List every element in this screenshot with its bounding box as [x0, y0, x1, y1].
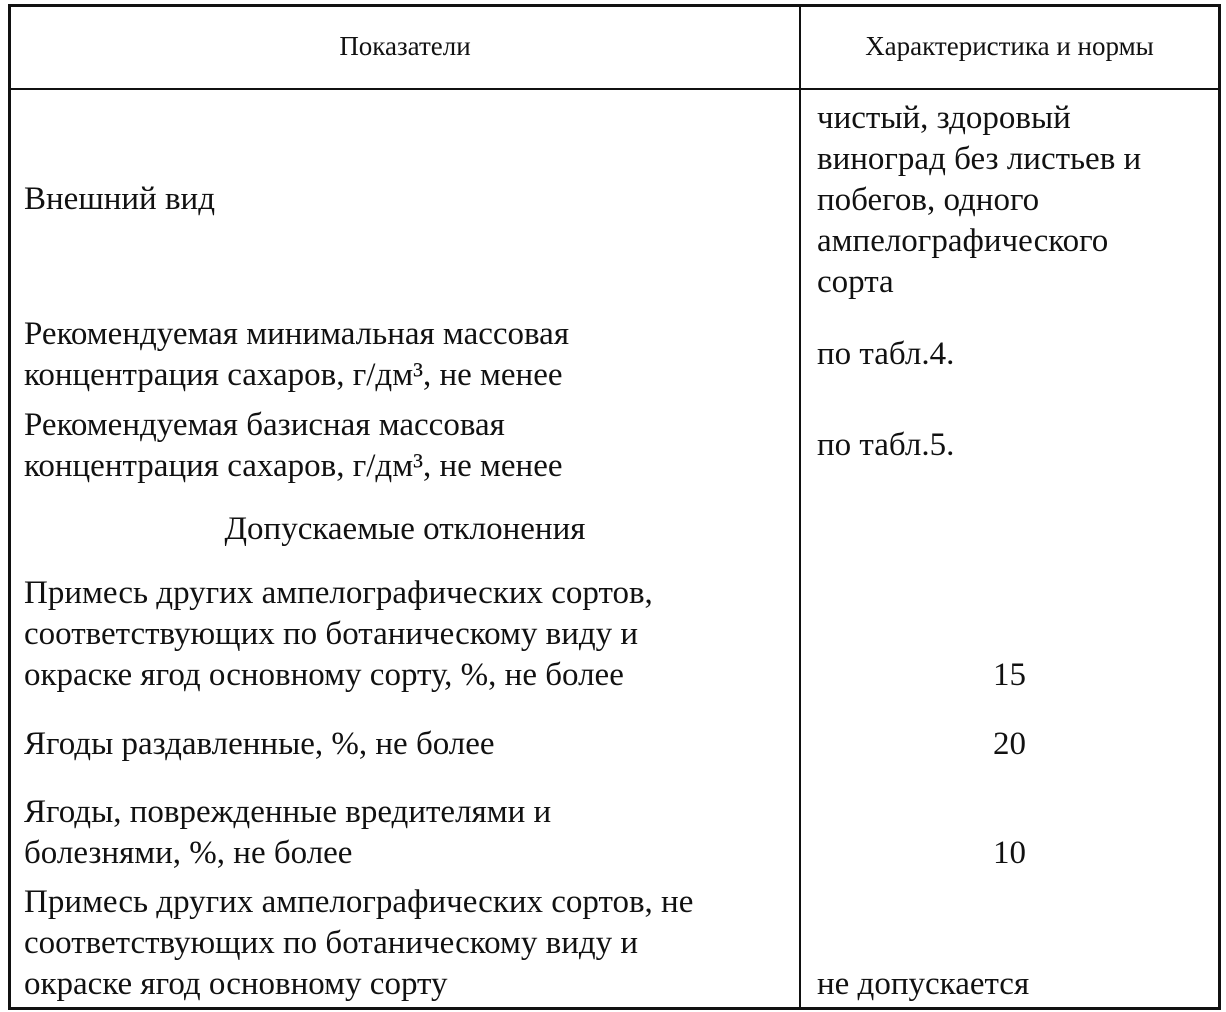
param-admixture-nonmatching-line3: окраске ягод основному сорту — [24, 966, 448, 1002]
header-parameters: Показатели — [339, 31, 471, 61]
value-damaged-berries: 10 — [993, 835, 1026, 871]
param-damaged-berries-line2: болезнями, %, не более — [24, 835, 353, 871]
header-norms: Характеристика и нормы — [865, 31, 1154, 61]
value-appearance-line2: виноград без листьев и — [817, 141, 1142, 177]
value-min-sugar: по табл.4. — [817, 336, 955, 372]
value-appearance-line1: чистый, здоровый — [817, 100, 1071, 136]
value-appearance-line5: сорта — [817, 264, 894, 300]
value-base-sugar: по табл.5. — [817, 427, 955, 463]
param-admixture-matching-line2: соответствующих по ботаническому виду и — [24, 616, 639, 652]
value-admixture-matching: 15 — [993, 657, 1026, 693]
value-appearance-line3: побегов, одного — [817, 182, 1040, 218]
param-damaged-berries-line1: Ягоды, поврежденные вредителями и — [24, 794, 552, 830]
section-allowed-deviations: Допускаемые отклонения — [224, 511, 586, 547]
param-crushed-berries: Ягоды раздавленные, %, не более — [24, 726, 495, 762]
param-base-sugar-line1: Рекомендуемая базисная массовая — [24, 407, 505, 443]
param-admixture-nonmatching-line1: Примесь других ампелографических сортов, не — [24, 884, 694, 920]
value-admixture-nonmatching: не допускается — [817, 966, 1030, 1002]
value-crushed-berries: 20 — [993, 726, 1026, 762]
table-border-right — [1218, 4, 1221, 1010]
table-border-bottom — [8, 1007, 1221, 1010]
param-admixture-nonmatching-line2: соответствующих по ботаническому виду и — [24, 925, 639, 961]
param-admixture-matching-line3: окраске ягод основному сорту, %, не более — [24, 657, 624, 693]
table-border-left — [8, 4, 11, 1010]
param-appearance: Внешний вид — [24, 181, 215, 217]
param-base-sugar-line2: концентрация сахаров, г/дм³, не менее — [24, 448, 563, 484]
param-admixture-matching-line1: Примесь других ампелографических сортов, — [24, 575, 653, 611]
table-border-top — [8, 4, 1221, 7]
param-min-sugar-line2: концентрация сахаров, г/дм³, не менее — [24, 357, 563, 393]
param-min-sugar-line1: Рекомендуемая минимальная массовая — [24, 316, 569, 352]
header-divider — [8, 88, 1221, 90]
value-appearance-line4: ампелографического — [817, 223, 1109, 259]
